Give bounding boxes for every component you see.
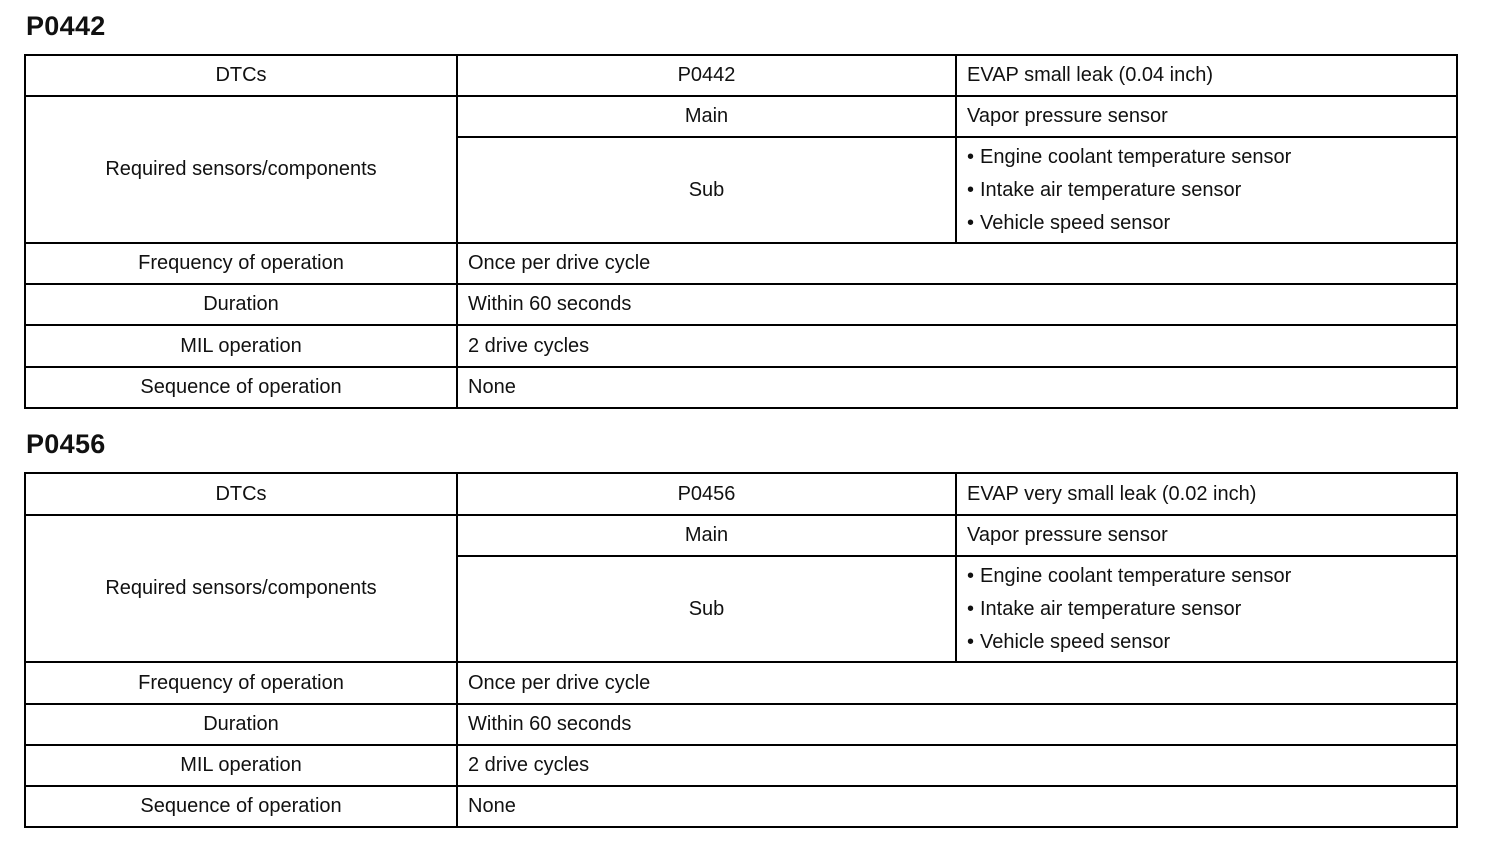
dtc-row (25, 55, 1457, 96)
bullet-icon: • (967, 597, 975, 620)
required-sensors-label: Required sensors/components (25, 96, 457, 243)
duration-value: Within 60 seconds (457, 704, 1457, 745)
main-label: Main (457, 515, 956, 556)
list-item (967, 141, 1446, 174)
main-sensor-row (25, 515, 1457, 556)
dtc-code: P0456 (457, 473, 956, 515)
mil-value: 2 drive cycles (457, 325, 1457, 367)
duration-label: Duration (25, 284, 457, 325)
sub-sensor-item: Intake air temperature sensor (980, 178, 1242, 201)
mil-row (25, 325, 1457, 367)
dtc-description: EVAP small leak (0.04 inch) (956, 55, 1457, 96)
dtc-label: DTCs (25, 55, 457, 96)
sub-label: Sub (457, 137, 956, 243)
bullet-icon: • (967, 178, 975, 201)
frequency-label: Frequency of operation (25, 243, 457, 284)
sub-label: Sub (457, 556, 956, 662)
sub-sensor-list-cell (956, 137, 1457, 243)
list-item (967, 593, 1446, 626)
main-label: Main (457, 96, 956, 137)
mil-label: MIL operation (25, 745, 457, 786)
sequence-row (25, 786, 1457, 827)
bullet-icon: • (967, 145, 975, 168)
duration-value: Within 60 seconds (457, 284, 1457, 325)
main-sensor-row (25, 96, 1457, 137)
sub-sensor-item: Intake air temperature sensor (980, 597, 1242, 620)
section-title-p0442: P0442 (26, 11, 106, 41)
sub-sensor-item: Engine coolant temperature sensor (980, 564, 1292, 587)
main-sensor-value: Vapor pressure sensor (956, 515, 1457, 556)
sub-sensor-list (967, 141, 1446, 240)
mil-label: MIL operation (25, 325, 457, 367)
sub-sensor-item: Engine coolant temperature sensor (980, 145, 1292, 168)
main-sensor-value: Vapor pressure sensor (956, 96, 1457, 137)
frequency-value: Once per drive cycle (457, 662, 1457, 704)
sub-sensor-item: Vehicle speed sensor (980, 211, 1171, 234)
bullet-icon: • (967, 564, 975, 587)
bullet-icon: • (967, 630, 975, 653)
frequency-label: Frequency of operation (25, 662, 457, 704)
sequence-label: Sequence of operation (25, 367, 457, 408)
sequence-label: Sequence of operation (25, 786, 457, 827)
dtc-description: EVAP very small leak (0.02 inch) (956, 473, 1457, 515)
sequence-value: None (457, 786, 1457, 827)
mil-row (25, 745, 1457, 786)
dtc-code: P0442 (457, 55, 956, 96)
required-sensors-label: Required sensors/components (25, 515, 457, 662)
duration-label: Duration (25, 704, 457, 745)
sub-sensor-list (967, 560, 1446, 659)
sub-sensor-item: Vehicle speed sensor (980, 630, 1171, 653)
frequency-value: Once per drive cycle (457, 243, 1457, 284)
frequency-row (25, 243, 1457, 284)
duration-row (25, 284, 1457, 325)
sequence-value: None (457, 367, 1457, 408)
list-item (967, 174, 1446, 207)
list-item (967, 560, 1446, 593)
spec-table-p0442 (24, 54, 1458, 409)
dtc-row (25, 473, 1457, 515)
bullet-icon: • (967, 211, 975, 234)
list-item (967, 207, 1446, 240)
duration-row (25, 704, 1457, 745)
mil-value: 2 drive cycles (457, 745, 1457, 786)
frequency-row (25, 662, 1457, 704)
spec-table-p0456 (24, 472, 1458, 828)
sub-sensor-list-cell (956, 556, 1457, 662)
list-item (967, 626, 1446, 659)
sequence-row (25, 367, 1457, 408)
dtc-label: DTCs (25, 473, 457, 515)
section-title-p0456: P0456 (26, 429, 106, 459)
